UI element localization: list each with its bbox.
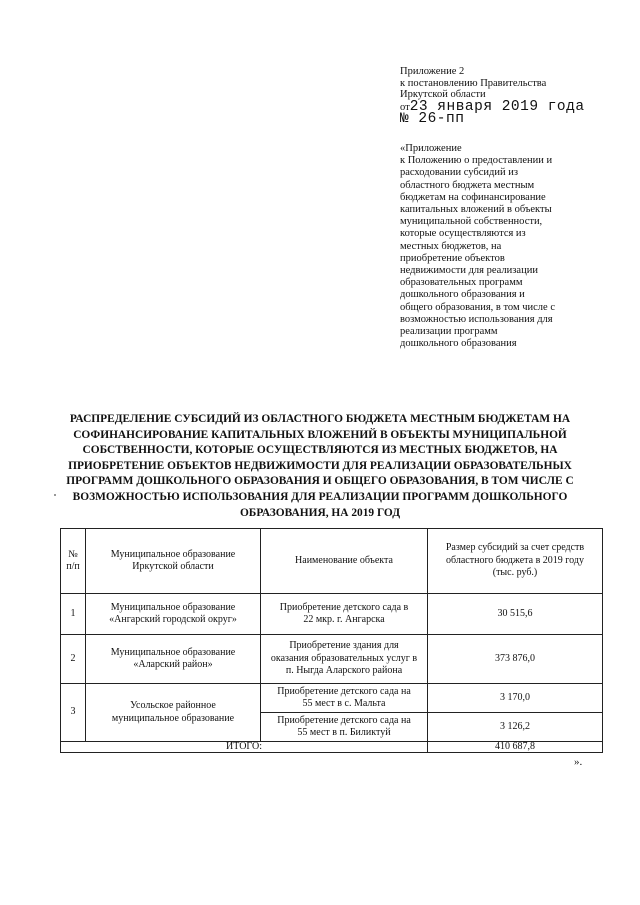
object-line: Приобретение детского сада на	[277, 685, 411, 697]
object-line: оказания образовательных услуг в	[270, 652, 418, 664]
scan-speck	[54, 494, 56, 496]
municipality-line: Муниципальное образование	[110, 646, 236, 658]
row-municipality	[86, 684, 261, 742]
municipality-line: «Аларский район»	[133, 659, 213, 670]
municipality-line: муниципальное образование	[111, 712, 235, 724]
total-label: ИТОГО:	[61, 742, 428, 753]
appendix-header	[400, 66, 585, 126]
header-municipality-line: Иркутской области	[132, 561, 214, 572]
reg-line: которые осуществляются из	[400, 228, 526, 240]
object-line: Приобретение детского сада на	[277, 714, 411, 726]
object-line: 55 мест в п. Биликтуй	[297, 727, 391, 738]
subsidy-table	[60, 528, 603, 753]
municipality-line: «Ангарский городской округ»	[109, 614, 237, 625]
row-object	[261, 713, 428, 742]
table-row	[61, 635, 603, 684]
object-line: Приобретение здания для	[289, 640, 399, 652]
row-object	[261, 594, 428, 635]
title-line: СОФИНАНСИРОВАНИЕ КАПИТАЛЬНЫХ ВЛОЖЕНИЙ В ОБЪЕКТЫ МУНИЦИПАЛЬНОЙ	[73, 428, 567, 441]
reg-line: недвижимости для реализации	[400, 265, 538, 277]
title-line: ПРОГРАММ ДОШКОЛЬНОГО ОБРАЗОВАНИЯ И ОБЩЕГО ОБРАЗОВАНИЯ, В ТОМ ЧИСЛЕ С	[66, 475, 574, 488]
total-value: 410 687,8	[428, 742, 603, 753]
row-object	[261, 684, 428, 713]
appendix-number-row	[400, 111, 585, 127]
reg-line: «Приложение	[400, 143, 462, 154]
row-object	[261, 635, 428, 684]
title-line: ПРИОБРЕТЕНИЕ ОБЪЕКТОВ НЕДВИЖИМОСТИ ДЛЯ РЕАЛИЗАЦИИ ОБРАЗОВАТЕЛЬНЫХ	[68, 459, 572, 472]
row-amount: 30 515,6	[428, 594, 603, 635]
reg-line: реализации программ	[400, 326, 498, 338]
row-municipality	[86, 635, 261, 684]
closing-quote-mark: ».	[574, 756, 583, 768]
row-municipality	[86, 594, 261, 635]
title-line: РАСПРЕДЕЛЕНИЕ СУБСИДИЙ ИЗ ОБЛАСТНОГО БЮДЖЕТА МЕСТНЫМ БЮДЖЕТАМ НА	[69, 413, 571, 425]
reg-line: дошкольного образования и	[400, 289, 525, 301]
row-amount: 3 126,2	[428, 713, 603, 742]
object-line: п. Ныгда Аларского района	[285, 665, 403, 677]
row-num: 2	[61, 635, 86, 684]
header-num-line: №	[68, 548, 78, 560]
table-header-row	[61, 529, 603, 594]
object-line: Приобретение детского сада в	[279, 601, 409, 613]
reg-line: приобретение объектов	[400, 252, 505, 264]
reg-line: капитальных вложений в объекты	[400, 204, 552, 216]
reg-line: образовательных программ	[400, 277, 523, 289]
table-row	[61, 594, 603, 635]
table-row	[61, 684, 603, 713]
title-line: ВОЗМОЖНОСТЬЮ ИСПОЛЬЗОВАНИЯ ДЛЯ РЕАЛИЗАЦИИ ПРОГРАММ ДОШКОЛЬНОГО	[72, 490, 568, 503]
table-total-row	[61, 742, 603, 753]
reg-line: муниципальной собственности,	[400, 216, 543, 228]
header-amount-line: Размер субсидий за счет средств	[445, 542, 585, 554]
resolution-date: 23 января 2019 года	[409, 98, 585, 115]
header-amount-line: областного бюджета в 2019 году	[446, 554, 584, 566]
header-municipality-line: Муниципальное образование	[110, 548, 236, 560]
row-num: 1	[61, 594, 86, 635]
reg-line: областного бюджета местным	[400, 179, 535, 191]
appendix-title: Приложение 2	[400, 66, 465, 77]
reg-line: местных бюджетов, на	[400, 240, 502, 252]
reg-line: расходовании субсидий из	[400, 167, 519, 179]
appendix-region: Иркутской области	[400, 89, 486, 100]
resolution-number: № 26-пп	[400, 111, 465, 127]
reg-line: общего образования, в том числе с	[400, 301, 555, 313]
object-line: 22 мкр. г. Ангарска	[303, 614, 385, 625]
title-line: ОБРАЗОВАНИЯ, НА 2019 ГОД	[239, 506, 401, 519]
header-object	[261, 529, 428, 594]
municipality-line: Муниципальное образование	[110, 601, 236, 613]
municipality-line: Усольское районное	[130, 700, 216, 711]
header-amount	[428, 529, 603, 594]
row-amount: 3 170,0	[428, 684, 603, 713]
title-line: СОБСТВЕННОСТИ, КОТОРЫЕ ОСУЩЕСТВЛЯЮТСЯ ИЗ МЕСТНЫХ БЮДЖЕТОВ, НА	[82, 444, 558, 457]
header-num	[61, 529, 86, 594]
header-num-line: п/п	[66, 561, 80, 572]
document-title	[60, 412, 580, 521]
appendix-resolution: к постановлению Правительства	[400, 77, 547, 89]
header-municipality	[86, 529, 261, 594]
reg-line: дошкольного образования	[400, 338, 517, 350]
reg-line: бюджетам на софинансирование	[400, 191, 546, 203]
reg-line: к Положению о предоставлении и	[400, 155, 553, 167]
header-object-line: Наименование объекта	[295, 554, 393, 566]
row-num: 3	[61, 684, 86, 742]
row-amount: 373 876,0	[428, 635, 603, 684]
reg-line: возможностью использования для	[400, 313, 553, 325]
regulation-reference	[400, 143, 580, 350]
from-label: от	[400, 101, 410, 113]
header-amount-line: (тыс. руб.)	[492, 567, 538, 579]
object-line: 55 мест в с. Мальта	[302, 698, 386, 709]
